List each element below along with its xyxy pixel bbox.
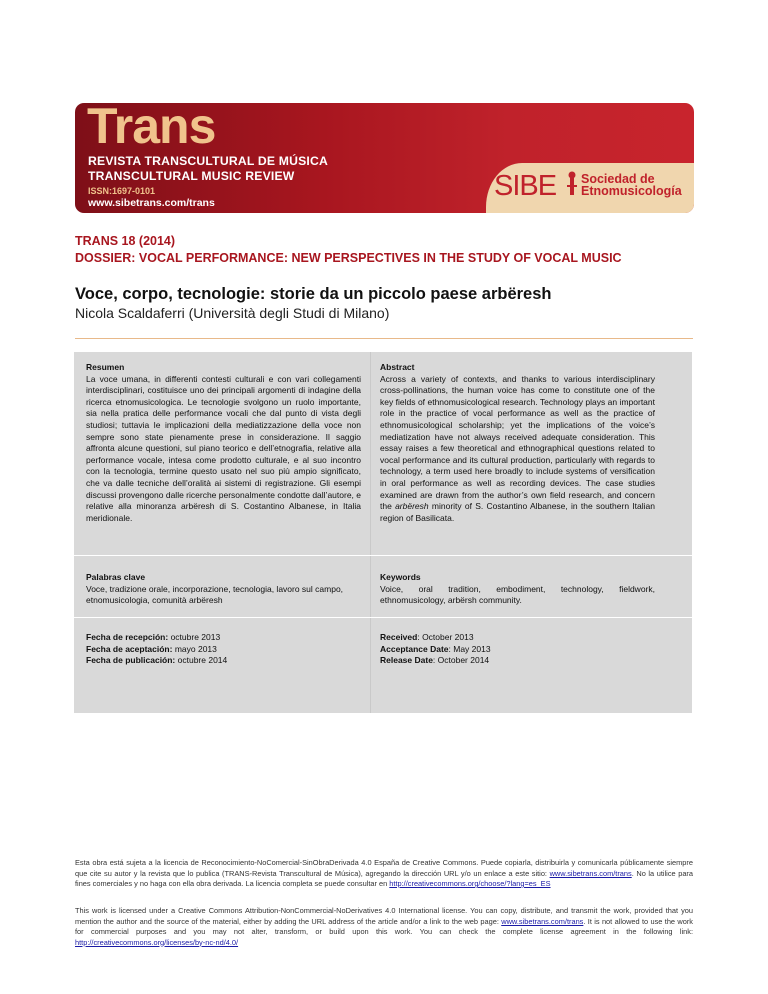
fecha-recepcion [86, 632, 361, 644]
license-es-cc-link[interactable]: http://creativecommons.org/choose/?lang=es_ES [389, 879, 551, 888]
release-value: : October 2014 [432, 655, 490, 666]
fecha-publicacion-label: Fecha de publicación: [86, 655, 176, 666]
acceptance-label: Acceptance Date [380, 643, 449, 654]
keywords-text: Voice, oral tradition, embodiment, technology, fieldwork, ethnomusicology, arbërsh community. [380, 583, 655, 606]
dates-section [380, 632, 655, 667]
fecha-recepcion-value: octubre 2013 [168, 632, 221, 642]
received-date [380, 632, 655, 644]
received-label: Received [380, 632, 418, 642]
license-es-text2: . No la utilice para fines comerciales y no haga con ella obra derivada. La licencia completa se puede consultar en [75, 868, 694, 888]
abstract-heading: Abstract [380, 362, 415, 372]
acceptance-date [380, 644, 655, 656]
section-divider [74, 555, 692, 556]
article-title: Voce, corpo, tecnologie: storie da un piccolo paese arbëresh [75, 285, 552, 303]
brand-logo: Trans [87, 103, 216, 154]
palabras-clave-section [86, 572, 361, 607]
acceptance-value: : May 2013 [448, 643, 491, 654]
banner-url: www.sibetrans.com/trans [88, 197, 215, 209]
received-value: : October 2013 [417, 632, 474, 642]
fecha-aceptacion [86, 644, 361, 656]
banner-subtitle-es: REVISTA TRANSCULTURAL DE MÚSICA [88, 154, 329, 168]
section-divider [74, 617, 692, 618]
license-es-site-link[interactable]: www.sibetrans.com/trans [549, 868, 632, 878]
palabras-clave-heading: Palabras clave [86, 572, 146, 582]
abstract-section [380, 362, 655, 524]
sibe-logo: SIBE [494, 170, 557, 202]
palabras-clave-text: Voce, tradizione orale, incorporazione, tecnologia, lavoro sul campo, etnomusicologia, comunità arbëresh [86, 583, 344, 606]
sibe-name-line1: Sociedad de [581, 172, 655, 186]
resumen-section [86, 362, 361, 524]
sibe-panel [486, 163, 694, 213]
column-divider [370, 352, 371, 713]
abstract-text [380, 374, 655, 525]
sibe-name [581, 173, 682, 197]
license-es-text: Esta obra está sujeta a la licencia de Reconocimiento-NoComercial-SinObraDerivada 4.0 España de Creative Commons. Puede copiarla, distribuirla y comunicarla públicamente siempre que cite su autor y la revista que lo publica (TRANS-Revista Transcultural de Música), agregando la dirección URL y/o un enlace a este sitio: [75, 858, 693, 878]
resumen-text: La voce umana, in differenti contesti culturali e con vari collegamenti interdisciplinari, costituisce uno dei principali argomenti di indagine della ricerca etnomusicologica. Le tecnologie svolgono un ruolo importante, sia nella pratica delle performance vocali che dal punto di vista degli studiosi; tuttavia le implicazioni della mediatizzazione della voce non sempre sono state pienamente prese in considerazione. Il saggio affronta alcune questioni, sul piano teorico e dell’etnografia, relative alla performance vocale, intesa come prodotto culturale, e al suo incontro con la tecnologia, termine questo usato nel suo più ampio significato, che va dalle tecniche dell’oralità ai sistemi di registrazione. Gli esempi discussi provengono dalle ricerche personalmente condotte dall’autore, e relative alla minoranza arbëresh di S. Costantino Albanese, in Italia meridionale. [86, 373, 362, 523]
sibe-emblem-icon [567, 171, 577, 197]
fecha-publicacion [86, 655, 361, 667]
fecha-recepcion-label: Fecha de recepción: [86, 632, 169, 642]
banner-subtitle-en: TRANSCULTURAL MUSIC REVIEW [88, 169, 295, 183]
article-author: Nicola Scaldaferri (Università degli Studi di Milano) [75, 305, 390, 321]
fecha-aceptacion-value: mayo 2013 [172, 643, 217, 654]
keywords-section [380, 572, 655, 607]
release-label: Release Date [380, 655, 433, 666]
journal-issue: TRANS 18 (2014) [75, 234, 176, 248]
license-en-text2: . It is not allowed to use the work for commercial purposes and you may not alter, transform, or build upon this work. You can check the complete license agreement in the following link: [75, 916, 693, 936]
license-en-site-link[interactable]: www.sibetrans.com/trans [501, 916, 584, 926]
abstract-text-italic: arbëresh [395, 501, 429, 512]
fechas-section [86, 632, 361, 667]
abstract-text-main: Across a variety of contexts, and thanks to various interdisciplinary cross-pollinations, the human voice has come to constitute one of the key fields of ethnomusicological research. Technology plays an important role in the practice of vocal performance as well as the practice of ethnomusicological scholarship; yet the implications of the voice’s mediatization have not always received adequate consideration. This essay raises a few theoretical and ethnographical questions related to vocal performance and its cultural production, particularly with regards to technology, a term used here broadly to include systems of versification in oral performance as well as recording devices. The case studies examined are drawn from the author’s own field research, and concern the [380, 373, 655, 512]
fecha-aceptacion-label: Fecha de aceptación: [86, 643, 173, 654]
fecha-publicacion-value: octubre 2014 [175, 655, 228, 666]
license-en [75, 906, 693, 948]
resumen-heading: Resumen [86, 362, 125, 372]
keywords-heading: Keywords [380, 572, 421, 582]
license-es [75, 858, 693, 890]
header-divider [75, 338, 693, 339]
abstract-box [74, 352, 692, 713]
journal-banner [75, 103, 694, 213]
dossier-title: DOSSIER: VOCAL PERFORMANCE: NEW PERSPECTIVES IN THE STUDY OF VOCAL MUSIC [75, 251, 622, 265]
license-en-text: This work is licensed under a Creative Commons Attribution-NonCommercial-NoDerivatives 4.0 International license. You can copy, distribute, and transmit the work, provided that you mention the author and the source of the material, either by adding the URL address of the article and/or a link to the web page: [75, 906, 693, 926]
abstract-text-tail: minority of S. Costantino Albanese, in the southern Italian region of Basilicata. [380, 501, 655, 523]
banner-issn: ISSN:1697-0101 [88, 186, 156, 196]
release-date [380, 655, 655, 667]
license-en-cc-link[interactable]: http://creativecommons.org/licenses/by-nc-nd/4.0/ [75, 937, 239, 947]
sibe-name-line2: Etnomusicología [581, 184, 682, 198]
